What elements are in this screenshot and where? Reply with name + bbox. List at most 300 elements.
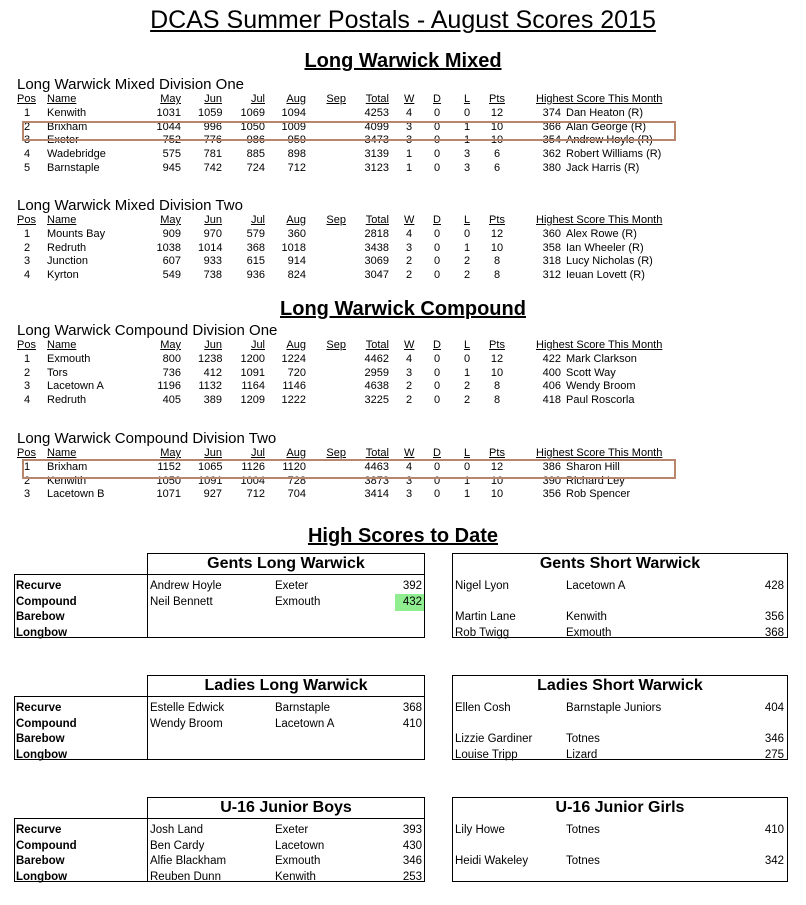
panel-club: Kenwith xyxy=(566,611,607,623)
cell-jun: 776 xyxy=(203,134,222,147)
cell-jul: 1164 xyxy=(241,380,265,393)
header-may: May xyxy=(160,93,181,105)
cell-pos: 3 xyxy=(24,488,31,501)
cell-jun: 412 xyxy=(203,366,222,379)
cell-highest-score: 362 xyxy=(542,148,561,161)
header-jun: Jun xyxy=(204,447,222,459)
header-sep: Sep xyxy=(326,93,346,105)
cell-l: 0 xyxy=(463,228,471,240)
cell-name: Kyrton xyxy=(47,269,79,282)
cell-aug: 1224 xyxy=(281,353,306,365)
header-total: Total xyxy=(365,447,389,459)
cell-pos: 1 xyxy=(24,461,31,473)
panel-score: 428 xyxy=(764,580,784,592)
panel-club: Exmouth xyxy=(275,855,321,867)
cell-may: 607 xyxy=(162,255,181,268)
cell-name: Tors xyxy=(47,366,68,379)
category-label: Compound xyxy=(16,718,77,730)
cell-may: 1031 xyxy=(156,107,181,119)
cell-d: 0 xyxy=(433,107,441,119)
header-jul: Jul xyxy=(250,339,265,351)
table-row xyxy=(0,367,806,380)
cell-total: 3123 xyxy=(364,161,389,174)
cell-pos: 4 xyxy=(24,148,31,161)
cell-d: 0 xyxy=(433,148,441,161)
header-l: L xyxy=(463,447,471,459)
category-label: Longbow xyxy=(16,749,68,761)
cell-total: 3047 xyxy=(364,269,389,282)
cell-jun: 970 xyxy=(203,228,222,240)
cell-highest-score: 400 xyxy=(542,366,561,379)
cell-jun: 738 xyxy=(203,269,222,282)
cell-l: 0 xyxy=(463,107,471,119)
cell-jun: 1014 xyxy=(198,241,223,254)
cell-name: Mounts Bay xyxy=(47,228,106,240)
panel-archer-name: Heidi Wakeley xyxy=(455,855,529,867)
cell-jun: 1065 xyxy=(198,461,223,473)
panel-archer-name: Neil Bennett xyxy=(150,596,213,608)
cell-total: 4463 xyxy=(364,461,389,473)
cell-d: 0 xyxy=(433,134,441,147)
cell-d: 0 xyxy=(433,161,441,174)
cell-pts: 8 xyxy=(493,255,501,268)
panel-club: Lacetown A xyxy=(275,718,335,730)
panel-score: 430 xyxy=(402,840,422,852)
cell-l: 3 xyxy=(463,161,471,174)
header-name: Name xyxy=(47,447,77,459)
cell-jun: 1059 xyxy=(198,107,223,119)
cell-total: 4099 xyxy=(364,120,389,133)
table-row xyxy=(0,162,806,175)
section-title-mixed: Long Warwick Mixed xyxy=(304,50,502,72)
header-l: L xyxy=(463,214,471,226)
cell-jun: 1091 xyxy=(198,474,223,487)
cell-highest-score-name: Ieuan Lovett (R) xyxy=(566,269,645,282)
page-title: DCAS Summer Postals - August Scores 2015 xyxy=(150,6,656,34)
cell-w: 3 xyxy=(405,241,413,254)
cell-l: 1 xyxy=(463,120,471,133)
cell-highest-score-name: Paul Roscorla xyxy=(566,394,635,407)
cell-highest-score: 386 xyxy=(542,461,561,473)
header-pts: Pts xyxy=(489,93,505,105)
header-w: W xyxy=(404,339,415,351)
cell-aug: 898 xyxy=(287,148,306,161)
division-title: Long Warwick Compound Division Two xyxy=(17,430,277,447)
header-jun: Jun xyxy=(204,339,222,351)
panel-score: 410 xyxy=(402,718,422,730)
cell-jul: 1004 xyxy=(240,474,265,487)
panel-title: U-16 Junior Boys xyxy=(220,799,352,816)
cell-highest-score: 360 xyxy=(542,228,561,240)
cell-highest-score-name: Dan Heaton (R) xyxy=(566,107,644,119)
cell-pts: 6 xyxy=(493,148,501,161)
panel-score: 356 xyxy=(764,611,784,623)
cell-aug: 1094 xyxy=(281,107,306,119)
header-aug: Aug xyxy=(286,93,306,105)
highlight-box xyxy=(22,121,676,141)
panel-score: 253 xyxy=(402,871,422,883)
cell-w: 1 xyxy=(405,148,413,161)
header-jun: Jun xyxy=(204,214,222,226)
panel-archer-name: Martin Lane xyxy=(455,611,516,623)
panel-archer-name: Estelle Edwick xyxy=(150,702,225,714)
cell-l: 2 xyxy=(463,269,471,282)
cell-may: 752 xyxy=(162,134,181,147)
cell-may: 1038 xyxy=(156,241,181,254)
panel-club: Exmouth xyxy=(275,596,321,608)
cell-d: 0 xyxy=(433,394,441,407)
panel-title: Ladies Long Warwick xyxy=(204,677,368,694)
cell-highest-score: 356 xyxy=(542,488,561,501)
cell-aug: 728 xyxy=(287,474,306,487)
header-pos: Pos xyxy=(17,339,36,351)
cell-jun: 742 xyxy=(203,161,222,174)
table-row xyxy=(0,394,806,407)
cell-w: 3 xyxy=(405,134,413,147)
cell-w: 3 xyxy=(405,366,413,379)
cell-highest-score-name: Sharon Hill xyxy=(566,461,620,473)
category-label: Recurve xyxy=(16,702,62,714)
division-title: Long Warwick Mixed Division One xyxy=(17,76,245,93)
table-row xyxy=(0,255,806,268)
cell-total: 4253 xyxy=(364,107,389,119)
category-label: Compound xyxy=(16,840,77,852)
cell-jul: 368 xyxy=(246,241,265,254)
cell-d: 0 xyxy=(433,353,441,365)
cell-name: Exeter xyxy=(47,134,79,147)
panel-archer-name: Wendy Broom xyxy=(150,718,223,730)
cell-w: 4 xyxy=(405,461,413,473)
cell-jul: 1200 xyxy=(240,353,265,365)
cell-pts: 8 xyxy=(493,380,501,393)
header-d: D xyxy=(433,214,441,226)
cell-d: 0 xyxy=(433,120,441,133)
table-row xyxy=(0,269,806,282)
division-title: Long Warwick Mixed Division Two xyxy=(17,197,243,214)
cell-l: 2 xyxy=(463,380,471,393)
cell-jul: 1091 xyxy=(240,366,265,379)
cell-total: 3225 xyxy=(364,394,389,407)
cell-may: 1196 xyxy=(157,380,181,393)
panel-archer-name: Reuben Dunn xyxy=(150,871,221,883)
cell-may: 736 xyxy=(162,366,181,379)
cell-jul: 712 xyxy=(246,488,265,501)
cell-w: 2 xyxy=(405,394,413,407)
cell-l: 2 xyxy=(463,394,471,407)
header-w: W xyxy=(404,93,415,105)
table-header-row xyxy=(0,93,806,106)
cell-l: 1 xyxy=(463,366,471,379)
cell-aug: 914 xyxy=(287,255,306,268)
header-w: W xyxy=(404,214,415,226)
table-row xyxy=(0,107,806,120)
cell-w: 4 xyxy=(405,107,413,119)
cell-pos: 2 xyxy=(24,474,31,487)
cell-name: Kenwith xyxy=(47,107,87,119)
cell-jun: 1238 xyxy=(198,353,223,365)
cell-w: 3 xyxy=(405,474,413,487)
cell-name: Junction xyxy=(47,255,88,268)
cell-pts: 10 xyxy=(490,474,504,487)
cell-jul: 1050 xyxy=(240,120,265,133)
cell-total: 2818 xyxy=(364,228,389,240)
table-row xyxy=(0,353,806,366)
cell-total: 3438 xyxy=(364,241,389,254)
header-may: May xyxy=(160,339,181,351)
cell-jul: 579 xyxy=(246,228,265,240)
cell-highest-score: 354 xyxy=(542,134,561,147)
panel-score: 432 xyxy=(402,596,422,608)
panel-club: Barnstaple Juniors xyxy=(566,702,662,714)
cell-highest-score-name: Alan George (R) xyxy=(566,120,647,133)
cell-pts: 12 xyxy=(490,228,504,240)
highlight-box xyxy=(22,459,676,479)
cell-name: Kenwith xyxy=(47,474,87,487)
header-w: W xyxy=(404,447,415,459)
category-label: Longbow xyxy=(16,627,68,639)
cell-total: 3414 xyxy=(364,488,389,501)
cell-total: 3873 xyxy=(364,474,389,487)
cell-l: 2 xyxy=(463,255,471,268)
panel-club: Exeter xyxy=(275,824,309,836)
panel-title: Ladies Short Warwick xyxy=(537,677,703,694)
cell-d: 0 xyxy=(433,228,441,240)
cell-total: 4462 xyxy=(364,353,389,365)
cell-pos: 4 xyxy=(24,269,31,282)
cell-highest-score: 366 xyxy=(542,120,561,133)
cell-w: 4 xyxy=(405,228,413,240)
panel-score: 346 xyxy=(402,855,422,867)
cell-name: Brixham xyxy=(47,120,88,133)
panel-score: 393 xyxy=(402,824,422,836)
panel-club: Kenwith xyxy=(275,871,316,883)
panel-title: U-16 Junior Girls xyxy=(555,799,685,816)
cell-pos: 1 xyxy=(24,107,31,119)
panel-club: Lacetown xyxy=(275,840,325,852)
cell-highest-score: 374 xyxy=(542,107,561,119)
cell-pts: 12 xyxy=(490,107,504,119)
cell-w: 4 xyxy=(405,353,413,365)
cell-pos: 1 xyxy=(24,353,31,365)
cell-highest-score-name: Lucy Nicholas (R) xyxy=(566,255,653,268)
cell-w: 3 xyxy=(405,488,413,501)
cell-pts: 8 xyxy=(493,269,501,282)
cell-total: 4638 xyxy=(364,380,389,393)
cell-may: 800 xyxy=(162,353,181,365)
panel-score: 368 xyxy=(764,627,784,639)
cell-total: 2959 xyxy=(364,366,389,379)
cell-jul: 885 xyxy=(246,148,265,161)
cell-highest-score: 390 xyxy=(542,474,561,487)
cell-total: 3139 xyxy=(364,148,389,161)
header-total: Total xyxy=(365,93,389,105)
panel-archer-name: Ben Cardy xyxy=(150,840,205,852)
table-row xyxy=(0,242,806,255)
cell-may: 549 xyxy=(162,269,181,282)
cell-highest-score-name: Alex Rowe (R) xyxy=(566,228,637,240)
cell-may: 945 xyxy=(162,161,181,174)
cell-highest-score-name: Richard Ley xyxy=(566,474,625,487)
panel-score: 342 xyxy=(764,855,784,867)
header-sep: Sep xyxy=(326,214,346,226)
panel-archer-name: Josh Land xyxy=(150,824,204,836)
cell-jun: 933 xyxy=(203,255,222,268)
panel-archer-name: Louise Tripp xyxy=(455,749,518,761)
cell-pts: 10 xyxy=(490,120,504,133)
cell-aug: 1009 xyxy=(281,120,306,133)
cell-jun: 996 xyxy=(203,120,222,133)
cell-l: 1 xyxy=(463,474,471,487)
cell-d: 0 xyxy=(433,269,441,282)
cell-l: 3 xyxy=(463,148,471,161)
cell-highest-score-name: Andrew Hoyle (R) xyxy=(566,134,653,147)
cell-jun: 389 xyxy=(203,394,222,407)
division-title: Long Warwick Compound Division One xyxy=(17,322,278,339)
cell-pts: 12 xyxy=(490,353,504,365)
cell-pos: 2 xyxy=(24,366,31,379)
table-row xyxy=(0,488,806,501)
header-highest: Highest Score This Month xyxy=(536,214,663,226)
cell-d: 0 xyxy=(433,380,441,393)
panel-club: Totnes xyxy=(566,824,600,836)
cell-highest-score: 318 xyxy=(542,255,561,268)
cell-name: Lacetown B xyxy=(47,488,105,501)
header-total: Total xyxy=(365,214,389,226)
category-label: Barebow xyxy=(16,733,65,745)
header-aug: Aug xyxy=(286,339,306,351)
header-may: May xyxy=(160,447,181,459)
table-row xyxy=(0,228,806,241)
cell-d: 0 xyxy=(433,241,441,254)
cell-aug: 720 xyxy=(287,366,306,379)
section-title-compound: Long Warwick Compound xyxy=(280,298,526,320)
cell-highest-score-name: Ian Wheeler (R) xyxy=(566,241,644,254)
cell-pos: 3 xyxy=(24,380,31,393)
cell-pos: 2 xyxy=(24,241,31,254)
cell-highest-score-name: Rob Spencer xyxy=(566,488,631,501)
cell-highest-score: 406 xyxy=(542,380,561,393)
cell-l: 0 xyxy=(463,461,471,473)
panel-archer-name: Rob Twigg xyxy=(455,627,510,639)
panel-title: Gents Short Warwick xyxy=(539,555,701,572)
cell-highest-score: 380 xyxy=(542,161,561,174)
cell-may: 405 xyxy=(162,394,181,407)
cell-aug: 360 xyxy=(287,228,306,240)
cell-aug: 712 xyxy=(287,161,306,174)
panel-title: Gents Long Warwick xyxy=(207,555,365,572)
category-label: Compound xyxy=(16,596,77,608)
cell-w: 1 xyxy=(405,161,413,174)
cell-highest-score: 312 xyxy=(542,269,561,282)
category-label: Recurve xyxy=(16,580,62,592)
panel-score: 346 xyxy=(764,733,784,745)
cell-jul: 724 xyxy=(246,161,265,174)
cell-aug: 1018 xyxy=(281,241,306,254)
panel-club: Lacetown A xyxy=(566,580,626,592)
panel-archer-name: Ellen Cosh xyxy=(455,702,511,714)
cell-aug: 704 xyxy=(287,488,306,501)
cell-name: Exmouth xyxy=(47,353,91,365)
cell-pts: 10 xyxy=(490,134,504,147)
cell-pos: 5 xyxy=(24,161,31,174)
panel-club: Exeter xyxy=(275,580,309,592)
cell-highest-score-name: Mark Clarkson xyxy=(566,353,637,365)
cell-l: 1 xyxy=(463,241,471,254)
cell-pos: 3 xyxy=(24,255,31,268)
cell-aug: 824 xyxy=(287,269,306,282)
category-label: Barebow xyxy=(16,611,65,623)
cell-name: Lacetown A xyxy=(47,380,104,393)
header-aug: Aug xyxy=(286,447,306,459)
cell-may: 1050 xyxy=(156,474,181,487)
cell-pts: 6 xyxy=(493,161,501,174)
cell-highest-score-name: Robert Williams (R) xyxy=(566,148,662,161)
panel-archer-name: Andrew Hoyle xyxy=(150,580,222,592)
header-pts: Pts xyxy=(489,214,505,226)
cell-jun: 927 xyxy=(203,488,222,501)
table-row xyxy=(0,380,806,393)
cell-pts: 12 xyxy=(490,461,504,473)
table-header-row xyxy=(0,214,806,227)
header-pos: Pos xyxy=(17,214,36,226)
header-name: Name xyxy=(47,214,77,226)
cell-jul: 936 xyxy=(246,269,265,282)
panel-archer-name: Lily Howe xyxy=(455,824,505,836)
cell-name: Wadebridge xyxy=(47,148,106,161)
cell-highest-score-name: Wendy Broom xyxy=(566,380,636,393)
cell-w: 2 xyxy=(405,269,413,282)
cell-jul: 1069 xyxy=(240,107,265,119)
cell-aug: 1120 xyxy=(282,461,306,473)
header-pts: Pts xyxy=(489,447,505,459)
header-d: D xyxy=(433,447,441,459)
cell-pos: 1 xyxy=(24,228,31,240)
panel-score: 404 xyxy=(764,702,784,714)
cell-may: 1044 xyxy=(156,120,181,133)
cell-d: 0 xyxy=(433,474,441,487)
panel-archer-name: Alfie Blackham xyxy=(150,855,227,867)
header-d: D xyxy=(433,339,441,351)
cell-d: 0 xyxy=(433,366,441,379)
cell-total: 3069 xyxy=(364,255,389,268)
section-title-high-scores: High Scores to Date xyxy=(307,525,499,547)
header-highest: Highest Score This Month xyxy=(536,339,663,351)
panel-score: 392 xyxy=(402,580,422,592)
panel-archer-name: Nigel Lyon xyxy=(455,580,509,592)
panel-club: Exmouth xyxy=(566,627,612,639)
header-highest: Highest Score This Month xyxy=(536,93,663,105)
cell-highest-score: 422 xyxy=(542,353,561,365)
cell-l: 0 xyxy=(463,353,471,365)
cell-pos: 4 xyxy=(24,394,31,407)
cell-w: 2 xyxy=(405,255,413,268)
panel-score: 275 xyxy=(764,749,784,761)
cell-pts: 10 xyxy=(490,241,504,254)
cell-highest-score: 358 xyxy=(542,241,561,254)
table-row xyxy=(0,148,806,161)
cell-jun: 1132 xyxy=(198,380,222,393)
panel-archer-name: Lizzie Gardiner xyxy=(455,733,533,745)
header-name: Name xyxy=(47,93,77,105)
category-label: Barebow xyxy=(16,855,65,867)
header-l: L xyxy=(463,93,471,105)
cell-highest-score: 418 xyxy=(542,394,561,407)
header-name: Name xyxy=(47,339,77,351)
cell-pts: 8 xyxy=(493,394,501,407)
cell-aug: 959 xyxy=(287,134,306,147)
header-jul: Jul xyxy=(250,93,265,105)
cell-jul: 986 xyxy=(246,134,265,147)
